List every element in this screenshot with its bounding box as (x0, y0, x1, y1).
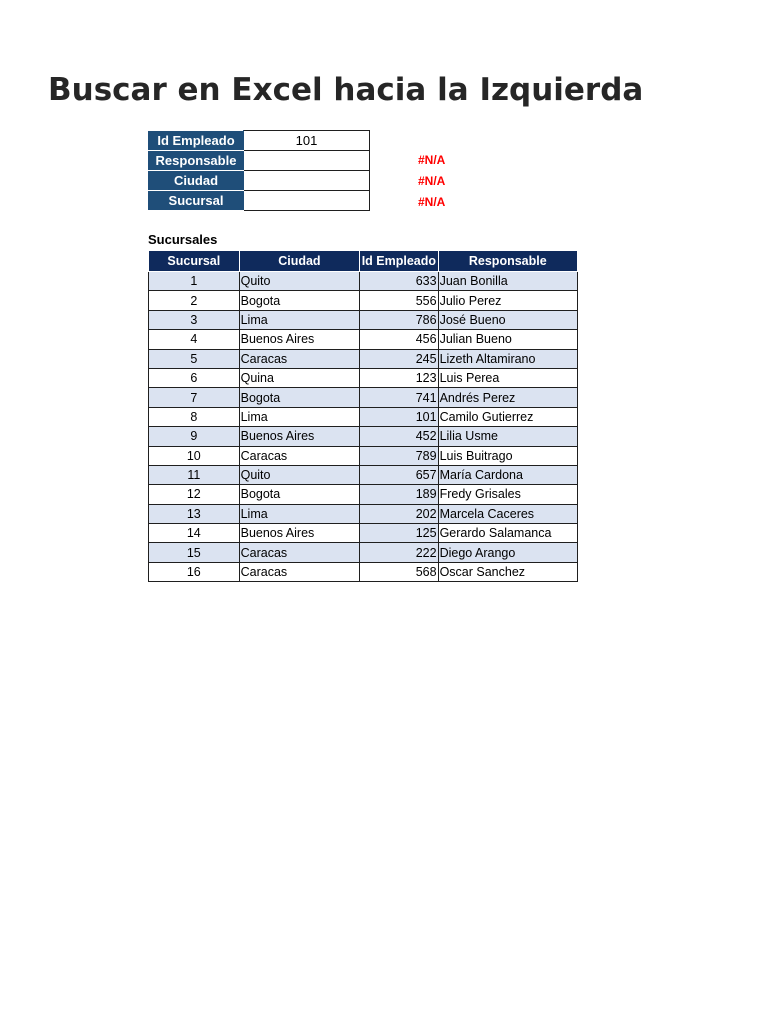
cell-ciudad[interactable]: Bogota (239, 388, 360, 407)
cell-id-empleado[interactable]: 452 (360, 427, 438, 446)
lookup-label-sucursal: Sucursal (149, 191, 244, 211)
cell-ciudad[interactable]: Quina (239, 368, 360, 387)
lookup-input-id-empleado[interactable]: 101 (244, 131, 370, 151)
lookup-label-ciudad: Ciudad (149, 171, 244, 191)
column-header-id-empleado[interactable]: Id Empleado (360, 251, 438, 272)
lookup-row (149, 151, 370, 171)
cell-id-empleado[interactable]: 556 (360, 291, 438, 310)
table-row (149, 310, 578, 329)
lookup-cell-sucursal[interactable] (244, 191, 370, 211)
title-area (48, 70, 644, 114)
cell-responsable[interactable]: Lilia Usme (438, 427, 577, 446)
cell-sucursal[interactable]: 4 (149, 330, 240, 349)
table-row (149, 543, 578, 562)
cell-ciudad[interactable]: Caracas (239, 349, 360, 368)
cell-sucursal[interactable]: 1 (149, 272, 240, 291)
cell-responsable[interactable]: Andrés Perez (438, 388, 577, 407)
cell-sucursal[interactable]: 14 (149, 524, 240, 543)
table-row (149, 330, 578, 349)
cell-sucursal[interactable]: 12 (149, 485, 240, 504)
sucursales-table-area (148, 250, 578, 582)
cell-id-empleado[interactable]: 789 (360, 446, 438, 465)
lookup-row (149, 191, 370, 211)
cell-id-empleado[interactable]: 741 (360, 388, 438, 407)
cell-responsable[interactable]: Juan Bonilla (438, 272, 577, 291)
table-row (149, 446, 578, 465)
cell-ciudad[interactable]: Quito (239, 465, 360, 484)
column-header-responsable[interactable]: Responsable (438, 251, 577, 272)
cell-sucursal[interactable]: 6 (149, 368, 240, 387)
cell-ciudad[interactable]: Buenos Aires (239, 524, 360, 543)
cell-ciudad[interactable]: Bogota (239, 291, 360, 310)
cell-ciudad[interactable]: Lima (239, 407, 360, 426)
table-row (149, 562, 578, 581)
cell-responsable[interactable]: Luis Buitrago (438, 446, 577, 465)
column-header-ciudad[interactable]: Ciudad (239, 251, 360, 272)
table-row (149, 388, 578, 407)
table-row (149, 368, 578, 387)
cell-id-empleado[interactable]: 568 (360, 562, 438, 581)
sucursales-table (148, 250, 578, 582)
cell-ciudad[interactable]: Caracas (239, 562, 360, 581)
cell-id-empleado[interactable]: 633 (360, 272, 438, 291)
lookup-label-responsable: Responsable (149, 151, 244, 171)
cell-id-empleado[interactable]: 245 (360, 349, 438, 368)
cell-id-empleado[interactable]: 786 (360, 310, 438, 329)
cell-ciudad[interactable]: Bogota (239, 485, 360, 504)
cell-id-empleado[interactable]: 657 (360, 465, 438, 484)
cell-sucursal[interactable]: 13 (149, 504, 240, 523)
lookup-cell-ciudad[interactable] (244, 171, 370, 191)
table-row (149, 465, 578, 484)
cell-responsable[interactable]: José Bueno (438, 310, 577, 329)
cell-id-empleado[interactable]: 123 (360, 368, 438, 387)
error-responsable: #N/A (418, 153, 446, 167)
page-title: Buscar en Excel hacia la Izquierda (48, 72, 644, 108)
cell-sucursal[interactable]: 3 (149, 310, 240, 329)
cell-id-empleado[interactable]: 189 (360, 485, 438, 504)
table-row (149, 291, 578, 310)
cell-ciudad[interactable]: Buenos Aires (239, 427, 360, 446)
cell-responsable[interactable]: Marcela Caceres (438, 504, 577, 523)
cell-sucursal[interactable]: 15 (149, 543, 240, 562)
cell-ciudad[interactable]: Caracas (239, 446, 360, 465)
cell-responsable[interactable]: Gerardo Salamanca (438, 524, 577, 543)
cell-id-empleado[interactable]: 101 (360, 407, 438, 426)
cell-sucursal[interactable]: 2 (149, 291, 240, 310)
cell-id-empleado[interactable]: 456 (360, 330, 438, 349)
cell-sucursal[interactable]: 10 (149, 446, 240, 465)
error-sucursal: #N/A (418, 195, 446, 209)
cell-responsable[interactable]: Fredy Grisales (438, 485, 577, 504)
table-row (149, 407, 578, 426)
lookup-cell-responsable[interactable] (244, 151, 370, 171)
cell-id-empleado[interactable]: 125 (360, 524, 438, 543)
cell-sucursal[interactable]: 5 (149, 349, 240, 368)
cell-sucursal[interactable]: 11 (149, 465, 240, 484)
table-row (149, 349, 578, 368)
cell-sucursal[interactable]: 8 (149, 407, 240, 426)
cell-ciudad[interactable]: Quito (239, 272, 360, 291)
cell-sucursal[interactable]: 9 (149, 427, 240, 446)
cell-responsable[interactable]: Oscar Sanchez (438, 562, 577, 581)
cell-responsable[interactable]: Luis Perea (438, 368, 577, 387)
lookup-panel (148, 130, 370, 211)
table-row (149, 427, 578, 446)
table-header-row (149, 251, 578, 272)
cell-responsable[interactable]: Julian Bueno (438, 330, 577, 349)
cell-id-empleado[interactable]: 222 (360, 543, 438, 562)
lookup-label-id-empleado: Id Empleado (149, 131, 244, 151)
cell-id-empleado[interactable]: 202 (360, 504, 438, 523)
lookup-row (149, 171, 370, 191)
table-row (149, 272, 578, 291)
cell-sucursal[interactable]: 7 (149, 388, 240, 407)
cell-responsable[interactable]: Julio Perez (438, 291, 577, 310)
cell-responsable[interactable]: Camilo Gutierrez (438, 407, 577, 426)
cell-ciudad[interactable]: Lima (239, 310, 360, 329)
cell-responsable[interactable]: María Cardona (438, 465, 577, 484)
table-row (149, 524, 578, 543)
lookup-row (149, 131, 370, 151)
cell-responsable[interactable]: Diego Arango (438, 543, 577, 562)
cell-sucursal[interactable]: 16 (149, 562, 240, 581)
cell-responsable[interactable]: Lizeth Altamirano (438, 349, 577, 368)
cell-ciudad[interactable]: Buenos Aires (239, 330, 360, 349)
column-header-sucursal[interactable]: Sucursal (149, 251, 240, 272)
cell-ciudad[interactable]: Caracas (239, 543, 360, 562)
table-row (149, 504, 578, 523)
error-ciudad: #N/A (418, 174, 446, 188)
table-row (149, 485, 578, 504)
cell-ciudad[interactable]: Lima (239, 504, 360, 523)
section-title-sucursales: Sucursales (148, 232, 218, 247)
